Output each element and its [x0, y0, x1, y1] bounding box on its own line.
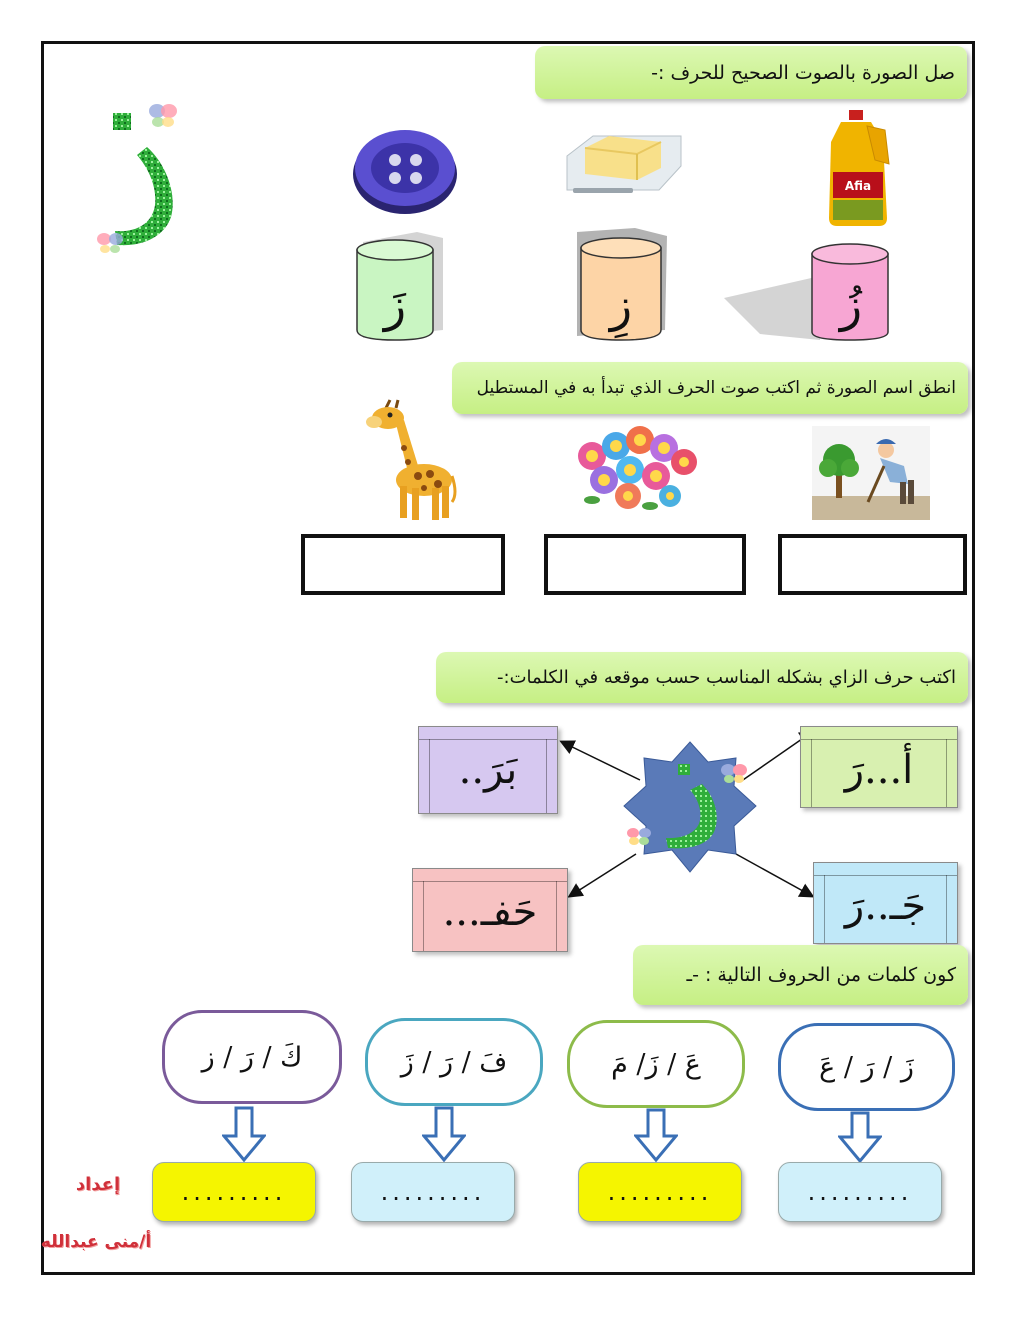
- section4-instruction-text: كون كلمات من الحروف التالية : -ـ: [686, 964, 956, 986]
- answer-box-giraffe[interactable]: [301, 534, 505, 595]
- word-card-1[interactable]: [800, 726, 958, 808]
- word-text-4: حَفـ...: [442, 889, 538, 935]
- down-arrow-icon: [634, 1108, 678, 1162]
- answer-dots-1[interactable]: [778, 1162, 942, 1222]
- letters-text-3: فَ / رَ / زَ: [400, 1046, 508, 1078]
- answer-dots-text-4: .........: [181, 1178, 287, 1206]
- flowers-icon: [572, 426, 700, 512]
- letters-text-1: زَ / رَ / عَ: [819, 1051, 914, 1083]
- oil-image: [823, 108, 895, 228]
- answer-box-farmer[interactable]: [778, 534, 967, 595]
- farmer-image: [812, 426, 930, 520]
- center-star: [620, 740, 760, 875]
- section1-instruction-text: صل الصورة بالصوت الصحيح للحرف :-: [651, 61, 955, 84]
- cylinder-zay-kasra: [575, 226, 670, 342]
- section2-instruction: [452, 362, 968, 414]
- letters-pill-1: [778, 1023, 955, 1111]
- butterfly-icon: [147, 99, 179, 131]
- answer-dots-3[interactable]: [351, 1162, 515, 1222]
- letters-pill-4: [162, 1010, 342, 1104]
- letters-text-4: كَ / رَ / ز: [201, 1041, 303, 1073]
- cylinder-label-2: زِ: [609, 278, 633, 332]
- answer-dots-text-3: .........: [380, 1178, 486, 1206]
- letters-pill-2: [567, 1020, 745, 1108]
- down-arrow-icon: [222, 1106, 266, 1162]
- answer-dots-text-1: .........: [807, 1178, 913, 1206]
- answer-dots-2[interactable]: [578, 1162, 742, 1222]
- oil-bottle-icon: [823, 108, 895, 228]
- cylinder-zatha: [355, 230, 445, 342]
- answer-dots-text-2: .........: [607, 1178, 713, 1206]
- word-card-2[interactable]: [418, 726, 558, 814]
- giraffe-image: [360, 398, 460, 524]
- section4-instruction: [633, 945, 968, 1005]
- button-image: [350, 118, 460, 218]
- word-text-2: بَرَ..: [458, 747, 518, 793]
- down-arrow-icon: [422, 1106, 466, 1162]
- giraffe-icon: [360, 398, 460, 524]
- cylinder-label-3: زُ: [839, 278, 863, 332]
- word-card-4[interactable]: [412, 868, 568, 952]
- button-icon: [350, 118, 460, 218]
- answer-dots-4[interactable]: [152, 1162, 316, 1222]
- flowers-image: [572, 426, 700, 512]
- cylinder-label-1: زَ: [383, 278, 407, 332]
- butterfly-icon: [720, 762, 748, 786]
- butter-image: [563, 128, 685, 198]
- word-card-3[interactable]: [813, 862, 958, 944]
- word-text-1: أ...رَ: [844, 747, 914, 793]
- credit-author: أ/منى عبدالله: [40, 1232, 152, 1252]
- section2-instruction-text: انطق اسم الصورة ثم اكتب صوت الحرف الذي تبدأ به في المستطيل: [476, 378, 956, 398]
- big-letter: [85, 95, 195, 255]
- star-shape-icon: [620, 740, 760, 875]
- word-text-3: جَـ..رَ: [844, 883, 927, 929]
- credit-label: إعداد: [75, 1174, 121, 1195]
- letters-pill-3: [365, 1018, 543, 1106]
- butter-icon: [563, 128, 685, 198]
- svg-text:Afia: Afia: [844, 179, 872, 193]
- section3-instruction-text: اكتب حرف الزاي بشكله المناسب حسب موقعه في الكلمات:-: [497, 667, 956, 688]
- section3-instruction: [436, 652, 968, 703]
- butterfly-icon: [95, 230, 125, 256]
- section1-instruction: [535, 46, 967, 99]
- letters-text-2: عَ / زَ/ مَ: [611, 1048, 701, 1080]
- down-arrow-icon: [838, 1111, 882, 1163]
- farmer-planting-icon: [812, 426, 930, 520]
- answer-box-flowers[interactable]: [544, 534, 746, 595]
- cylinder-zay-damma: [720, 236, 900, 342]
- butterfly-icon: [626, 826, 652, 848]
